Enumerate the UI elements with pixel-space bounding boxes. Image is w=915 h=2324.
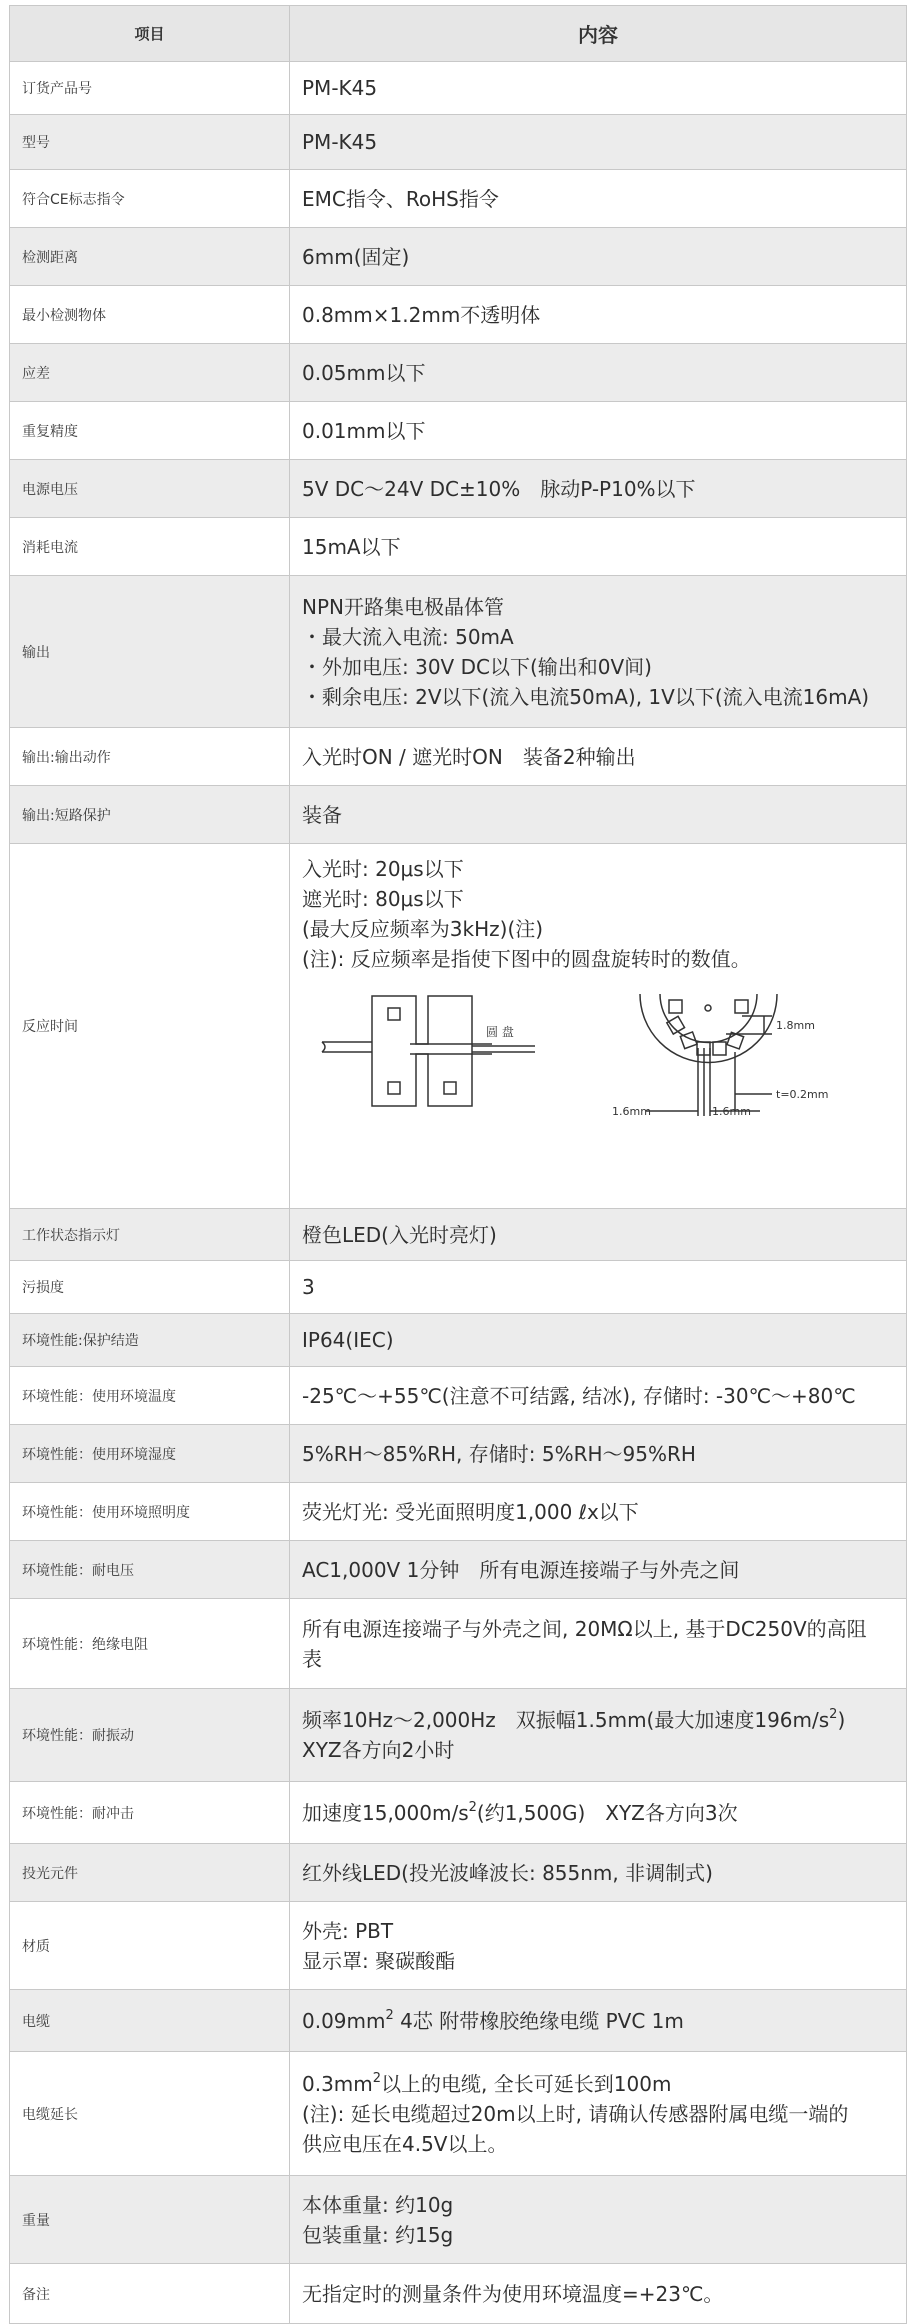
table-row [10, 170, 907, 228]
row-label: 环境性能：耐冲击 [10, 1782, 290, 1844]
table-row [10, 344, 907, 402]
row-label: 材质 [10, 1902, 290, 1990]
row-label: 反应时间 [10, 844, 290, 1209]
table-row [10, 1425, 907, 1483]
table-row [10, 786, 907, 844]
row-value: 本体重量: 约10g 包装重量: 约15g [290, 2176, 907, 2264]
row-value: 所有电源连接端子与外壳之间, 20MΩ以上, 基于DC250V的高阻 表 [290, 1599, 907, 1689]
row-value: 入光时ON / 遮光时ON 装备2种输出 [290, 728, 907, 786]
row-label: 重复精度 [10, 402, 290, 460]
row-value: 3 [290, 1261, 907, 1314]
table-row [10, 728, 907, 786]
table-row [10, 228, 907, 286]
row-label: 输出 [10, 576, 290, 728]
row-value: EMC指令、RoHS指令 [290, 170, 907, 228]
table-row [10, 1844, 907, 1902]
row-label: 环境性能：使用环境温度 [10, 1367, 290, 1425]
row-value: 0.8mm×1.2mm不透明体 [290, 286, 907, 344]
row-value: 5V DC～24V DC±10% 脉动P-P10%以下 [290, 460, 907, 518]
row-value: AC1,000V 1分钟 所有电源连接端子与外壳之间 [290, 1541, 907, 1599]
table-row [10, 62, 907, 115]
row-label: 电缆 [10, 1990, 290, 2052]
table-row [10, 2264, 907, 2324]
row-value: 频率10Hz～2,000Hz 双振幅1.5mm(最大加速度$196m/s^2$) XYZ各方向2小时 [290, 1689, 907, 1782]
row-label: 环境性能:保护结造 [10, 1314, 290, 1367]
table-row [10, 518, 907, 576]
row-value: -25℃～+55℃(注意不可结露, 结冰), 存储时: -30℃～+80℃ [290, 1367, 907, 1425]
row-label: 重量 [10, 2176, 290, 2264]
row-value: $0.09mm^2$ 4芯 附带橡胶绝缘电缆 PVC 1m [290, 1990, 907, 2052]
row-label: 检测距离 [10, 228, 290, 286]
dim-slot-height: 1.8mm [776, 1019, 815, 1032]
row-value: 无指定时的测量条件为使用环境温度=+23℃。 [290, 2264, 907, 2324]
table-row [10, 1990, 907, 2052]
row-label: 电源电压 [10, 460, 290, 518]
row-value: 装备 [290, 786, 907, 844]
table-row [10, 1367, 907, 1425]
row-value: 外壳: PBT 显示罩: 聚碳酸酯 [290, 1902, 907, 1990]
table-row [10, 576, 907, 728]
header-content: 内容 [290, 6, 907, 62]
row-value: NPN开路集电极晶体管 ・最大流入电流: 50mA ・外加电压: 30V DC以下(输出和0V间) ・剩余电压: 2V以下(流入电流50mA), 1V以下(流入电流16mA) [290, 576, 907, 728]
row-value: 红外线LED(投光波峰波长: 855nm, 非调制式) [290, 1844, 907, 1902]
row-value: 入光时: 20μs以下 遮光时: 80μs以下 (最大反应频率为3kHz)(注) (注): 反应频率是指使下图中的圆盘旋转时的数值。 圆 盘 1.8mm t=0.2mm 1.6mm 1.6mm [290, 844, 907, 1209]
table-header [10, 6, 907, 62]
table-row [10, 1483, 907, 1541]
table-row [10, 2052, 907, 2176]
table-row [10, 1599, 907, 1689]
row-value: 5%RH～85%RH, 存储时: 5%RH～95%RH [290, 1425, 907, 1483]
table-row [10, 1314, 907, 1367]
row-label: 电缆延长 [10, 2052, 290, 2176]
spec-table [9, 5, 907, 2324]
row-label: 环境性能：耐振动 [10, 1689, 290, 1782]
table-row [10, 1261, 907, 1314]
row-value: 6mm(固定) [290, 228, 907, 286]
sensor-drawing [322, 996, 535, 1106]
table-row [10, 1902, 907, 1990]
row-value: 15mA以下 [290, 518, 907, 576]
dim-right: 1.6mm [712, 1105, 751, 1118]
row-label: 应差 [10, 344, 290, 402]
header-item: 项目 [10, 6, 290, 62]
row-value: 荧光灯光: 受光面照明度1,000 ℓx以下 [290, 1483, 907, 1541]
table-row [10, 115, 907, 170]
table-row [10, 1782, 907, 1844]
row-label: 污损度 [10, 1261, 290, 1314]
table-row [10, 1689, 907, 1782]
table-row [10, 1541, 907, 1599]
table-row [10, 2176, 907, 2264]
row-label: 订货产品号 [10, 62, 290, 115]
row-label: 输出:短路保护 [10, 786, 290, 844]
row-value: 0.01mm以下 [290, 402, 907, 460]
row-label: 投光元件 [10, 1844, 290, 1902]
row-value: 加速度$15,000m/s^2$(约1,500G) XYZ各方向3次 [290, 1782, 907, 1844]
row-label: 环境性能：耐电压 [10, 1541, 290, 1599]
row-value: 0.05mm以下 [290, 344, 907, 402]
disk-drawing [640, 994, 777, 1116]
row-label: 环境性能：使用环境湿度 [10, 1425, 290, 1483]
row-value: IP64(IEC) [290, 1314, 907, 1367]
row-label: 备注 [10, 2264, 290, 2324]
dim-left: 1.6mm [612, 1105, 651, 1118]
table-row [10, 286, 907, 344]
row-value: 橙色LED(入光时亮灯) [290, 1209, 907, 1261]
row-label: 工作状态指示灯 [10, 1209, 290, 1261]
row-value: PM-K45 [290, 115, 907, 170]
row-label: 最小检测物体 [10, 286, 290, 344]
row-value: PM-K45 [290, 62, 907, 115]
table-row [10, 402, 907, 460]
disk-label: 圆 盘 [486, 1025, 514, 1039]
table-row [10, 460, 907, 518]
disk-diagram [302, 986, 882, 1151]
row-label: 消耗电流 [10, 518, 290, 576]
dim-thickness: t=0.2mm [776, 1088, 829, 1101]
row-label: 型号 [10, 115, 290, 170]
row-label: 符合CE标志指令 [10, 170, 290, 228]
row-label: 环境性能：绝缘电阻 [10, 1599, 290, 1689]
row-label: 输出:输出动作 [10, 728, 290, 786]
row-value: $0.3mm^2$以上的电缆, 全长可延长到100m (注): 延长电缆超过20m以上时, 请确认传感器附属电缆一端的 供应电压在4.5V以上。 [290, 2052, 907, 2176]
table-row [10, 844, 907, 1209]
row-label: 环境性能：使用环境照明度 [10, 1483, 290, 1541]
table-row [10, 1209, 907, 1261]
